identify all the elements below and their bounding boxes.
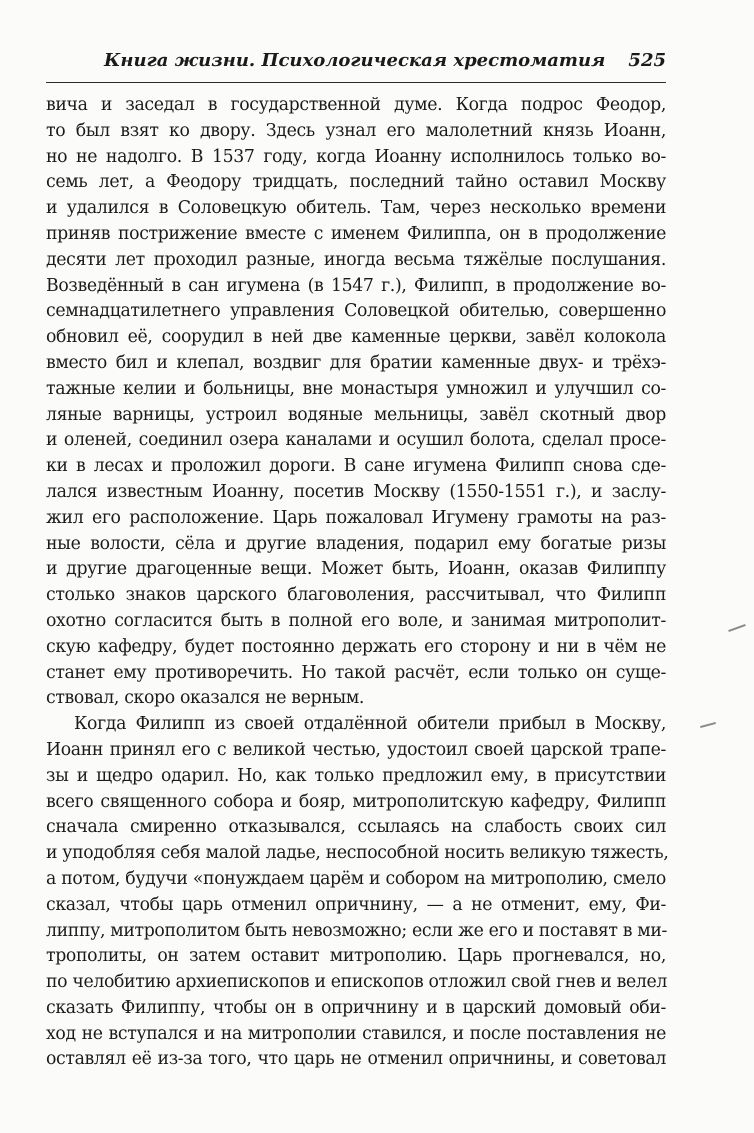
text-line: ные волости, сёла и другие владения, подарил ему богатые ризы: [46, 533, 666, 554]
text-line: лался известным Иоанну, посетив Москву (1550-1551 г.), и заслу-: [46, 481, 666, 502]
text-line: скую кафедру, будет постоянно держать его сторону и ни в чём не: [46, 636, 666, 657]
text-line: всего священного собора и бояр, митрополитскую кафедру, Филипп: [46, 791, 666, 812]
text-line: семнадцатилетнего управления Соловецкой обителью, совершенно: [46, 301, 666, 322]
text-line: десяти лет проходил разные, иногда весьма тяжёлые послушания.: [46, 249, 666, 270]
paragraph-2: [46, 712, 669, 1073]
text-line: столько знаков царского благоволения, рассчитывал, что Филипп: [46, 585, 666, 606]
text-line: и уподобляя себя малой ладье, неспособной носить великую тяжесть,: [46, 843, 669, 864]
page-number: 525: [628, 50, 666, 71]
text-line: Возведённый в сан игумена (в 1547 г.), Филипп, в продолжение во-: [46, 275, 666, 296]
text-line: приняв пострижение вместе с именем Филиппа, он в продолжение: [46, 223, 666, 244]
text-line: ляные варницы, устроил водяные мельницы, завёл скотный двор: [46, 404, 666, 425]
text-line: и удалился в Соловецкую обитель. Там, через несколько времени: [46, 198, 666, 219]
text-line: трополиты, он затем оставит митрополию. Царь прогневался, но,: [46, 946, 666, 967]
text-line: сказать Филиппу, чтобы он в опричнину и в царский домовый оби-: [46, 997, 666, 1018]
text-line: жил его расположение. Царь пожаловал Игумену грамоты на раз-: [46, 507, 666, 528]
text-line: тажные келии и больницы, вне монастыря умножил и улучшил со-: [46, 378, 666, 399]
text-line: станет ему противоречить. Но такой расчёт, если только он суще-: [46, 662, 666, 683]
text-line: вместо бил и клепал, воздвиг для братии каменные двух- и трёхэ-: [46, 352, 666, 373]
text-line: Иоанн принял его с великой честью, удостоил своей царской трапе-: [46, 739, 666, 760]
header-rule: [46, 82, 666, 83]
text-line: охотно согласится быть в полной его воле, и занимая митрополит-: [46, 610, 666, 631]
paragraph-1: [46, 93, 666, 712]
running-head: [46, 48, 666, 78]
scan-speck-mark: [728, 624, 746, 632]
text-line: Когда Филипп из своей отдалённой обители прибыл в Москву,: [74, 714, 666, 735]
text-line: сказал, чтобы царь отменил опричнину, — а не отменит, ему, Фи-: [46, 894, 666, 915]
text-line: обновил её, соорудил в ней две каменные церкви, завёл колокола: [46, 327, 666, 348]
text-line: зы и щедро одарил. Но, как только предложил ему, в присутствии: [46, 765, 666, 786]
text-line: ход не вступался и на митрополии ставился, и после поставления не: [46, 1023, 666, 1044]
text-line: по челобитию архиепископов и епископов отложил свой гнев и велел: [46, 972, 668, 993]
text-line: семь лет, а Феодору тридцать, последний тайно оставил Москву: [46, 172, 666, 193]
text-line: оставлял её из-за того, что царь не отменил опричнины, и советовал: [46, 1049, 666, 1070]
text-line: вича и заседал в государственной думе. Когда подрос Феодор,: [46, 95, 666, 115]
text-line: ствовал, скоро оказался не верным.: [46, 688, 365, 709]
text-line: а потом, будучи «понуждаем царём и собором на митрополию, смело: [46, 868, 666, 889]
text-line: но не надолго. В 1537 году, когда Иоанну исполнилось только во-: [46, 146, 666, 167]
running-title: Книга жизни. Психологическая хрестоматия: [104, 50, 606, 71]
text-line: ки в лесах и проложил дороги. В сане игумена Филипп снова сде-: [46, 456, 666, 477]
text-line: то был взят ко двору. Здесь узнал его малолетний князь Иоанн,: [46, 120, 666, 141]
text-line: сначала смиренно отказывался, ссылаясь на слабость своих сил: [46, 817, 666, 838]
body-text: [46, 93, 669, 1073]
text-line: липпу, митрополитом быть невозможно; если же его и поставят в ми-: [46, 920, 668, 941]
text-line: и другие драгоценные вещи. Может быть, Иоанн, оказав Филиппу: [46, 559, 666, 580]
scan-speck-mark: [700, 722, 716, 728]
text-line: и оленей, соединил озера каналами и осушил болота, сделал просе-: [46, 430, 666, 451]
